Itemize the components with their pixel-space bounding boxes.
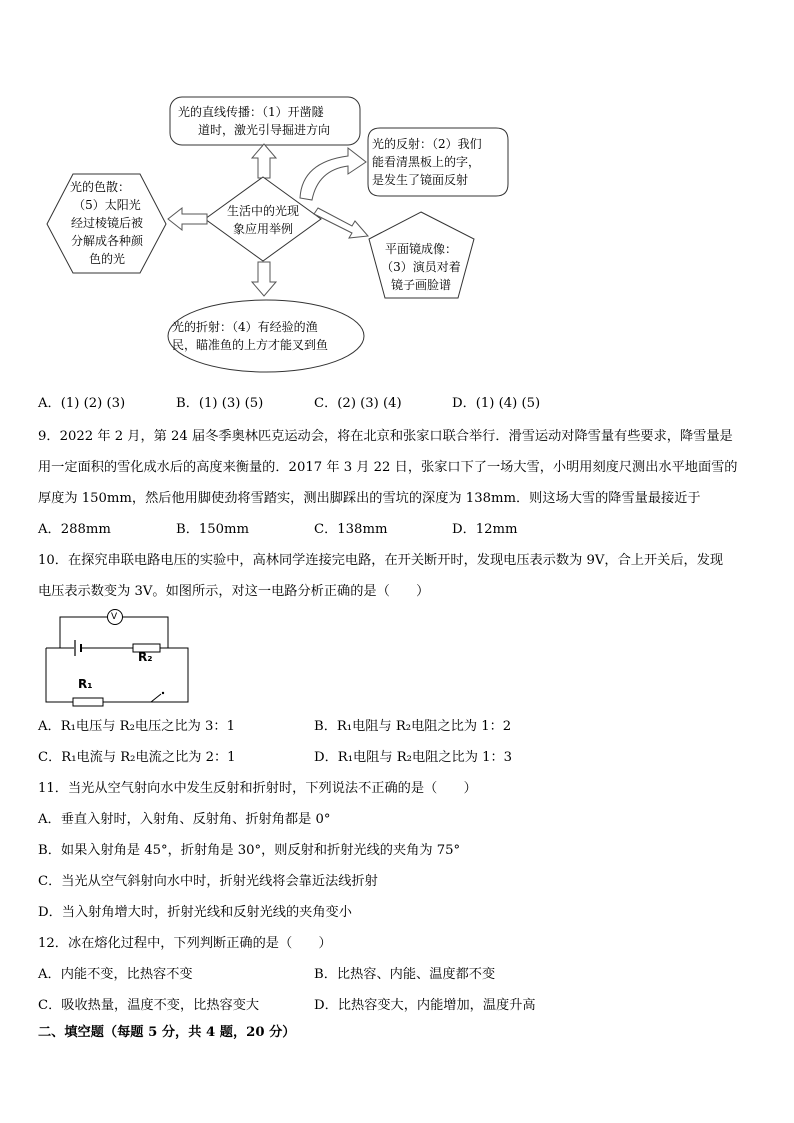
arrow-down-icon — [252, 262, 276, 296]
right-bottom-line-1: 平面镜成像： — [384, 242, 457, 256]
r1-label: R₁ — [78, 677, 93, 691]
top-line-1: 光的直线传播：（1）开凿隧 — [178, 105, 324, 119]
q9-line-3: 厚度为 150mm，然后他用脚使劲将雪踏实，测出脚踩出的雪坑的深度为 138mm．则这场大雪的降雪量最接近于 — [38, 491, 701, 506]
q10-line-2: 电压表示数变为 3V。如图所示，对这一电路分析正确的是（ ） — [38, 584, 430, 599]
q9-option-d[interactable]: D．12mm — [452, 522, 518, 537]
q11-option-c[interactable]: C．当光从空气斜射向水中时，折射光线将会靠近法线折射 — [38, 874, 378, 889]
right-bottom-line-2: （3）演员对着 — [381, 260, 461, 274]
switch-contact — [162, 692, 164, 694]
center-line-1: 生活中的光现 — [226, 204, 299, 218]
arrow-down-right-icon — [314, 208, 368, 238]
q11-stem: 11．当光从空气射向水中发生反射和折射时，下列说法不正确的是（ ） — [38, 781, 477, 796]
left-line-2: （5）太阳光 — [73, 198, 141, 212]
left-line-5: 色的光 — [88, 252, 125, 266]
r1-resistor — [73, 698, 103, 706]
left-text — [60, 178, 154, 268]
q11-option-d[interactable]: D．当入射角增大时，折射光线和反射光线的夹角变小 — [38, 905, 352, 920]
bottom-line-1: 光的折射：（4）有经验的渔 — [172, 320, 318, 334]
q10-line-1: 10．在探究串联电路电压的实验中，高林同学连接完电路，在开关断开时，发现电压表示数为 9V，合上开关后，发现 — [38, 553, 724, 568]
r2-label: R₂ — [138, 650, 153, 664]
right-bottom-text — [370, 240, 472, 294]
arrow-up-icon — [252, 144, 276, 178]
voltmeter-label: V — [111, 612, 118, 622]
main-wire-left — [46, 648, 151, 702]
q12-option-d[interactable]: D．比热容变大，内能增加，温度升高 — [314, 998, 536, 1013]
q8-option-a[interactable]: A．(1) (2) (3) — [38, 396, 126, 411]
switch-blade — [151, 694, 161, 702]
right-top-line-3: 是发生了镜面反射 — [372, 173, 469, 187]
light-phenomena-diagram — [0, 0, 794, 385]
top-text — [172, 103, 358, 139]
q12-stem: 12．冰在熔化过程中，下列判断正确的是（ ） — [38, 936, 332, 951]
q8-option-c[interactable]: C．(2) (3) (4) — [314, 396, 402, 411]
main-wire-top — [46, 648, 188, 702]
left-line-3: 经过棱镜后被 — [70, 216, 143, 230]
q12-option-b[interactable]: B．比热容、内能、温度都不变 — [314, 967, 496, 982]
circuit-svg — [40, 604, 200, 710]
right-top-line-2: 能看清黑板上的字， — [372, 155, 481, 169]
right-top-text — [372, 135, 506, 189]
left-line-1: 光的色散： — [70, 180, 131, 194]
q8-option-b[interactable]: B．(1) (3) (5) — [176, 396, 264, 411]
q8-option-d[interactable]: D．(1) (4) (5) — [452, 396, 541, 411]
left-line-4: 分解成各种颜 — [70, 234, 143, 248]
curved-arrow-icon — [300, 148, 366, 200]
right-bottom-line-3: 镜子画脸谱 — [390, 278, 451, 292]
center-text — [219, 202, 307, 238]
bottom-text — [172, 318, 362, 354]
q9-option-a[interactable]: A．288mm — [38, 522, 111, 537]
q10-option-a[interactable]: A．R₁电压与 R₂电压之比为 3：1 — [38, 719, 235, 734]
q10-option-d[interactable]: D．R₁电阻与 R₂电阻之比为 1：3 — [314, 750, 513, 765]
right-top-line-1: 光的反射：（2）我们 — [372, 137, 482, 151]
q10-option-b[interactable]: B．R₁电阻与 R₂电阻之比为 1：2 — [314, 719, 512, 734]
q12-option-a[interactable]: A．内能不变，比热容不变 — [38, 967, 193, 982]
q11-option-b[interactable]: B．如果入射角是 45°，折射角是 30°，则反射和折射光线的夹角为 75° — [38, 843, 461, 858]
arrow-left-icon — [168, 208, 207, 230]
q9-line-1: 9．2022 年 2 月，第 24 届冬季奥林匹克运动会，将在北京和张家口联合举行．滑雪运动对降雪量有些要求，降雪量是 — [38, 429, 733, 444]
q10-option-c[interactable]: C．R₁电流与 R₂电流之比为 2：1 — [38, 750, 236, 765]
q9-line-2: 用一定面积的雪化成水后的高度来衡量的．2017 年 3 月 22 日，张家口下了一场大雪，小明用刻度尺测出水平地面雪的 — [38, 460, 738, 475]
q11-option-a[interactable]: A．垂直入射时，入射角、反射角、折射角都是 0° — [38, 812, 331, 827]
q12-option-c[interactable]: C．吸收热量，温度不变，比热容变大 — [38, 998, 260, 1013]
bottom-line-2: 民，瞄准鱼的上方才能叉到鱼 — [172, 338, 329, 352]
center-line-2: 象应用举例 — [232, 222, 293, 236]
circuit-diagram — [40, 604, 200, 710]
q9-option-b[interactable]: B．150mm — [176, 522, 250, 537]
section-2-heading: 二、填空题（每题 5 分，共 4 题，20 分） — [38, 1025, 296, 1040]
q9-option-c[interactable]: C．138mm — [314, 522, 388, 537]
top-line-2: 道时，激光引导掘进方向 — [198, 123, 331, 137]
